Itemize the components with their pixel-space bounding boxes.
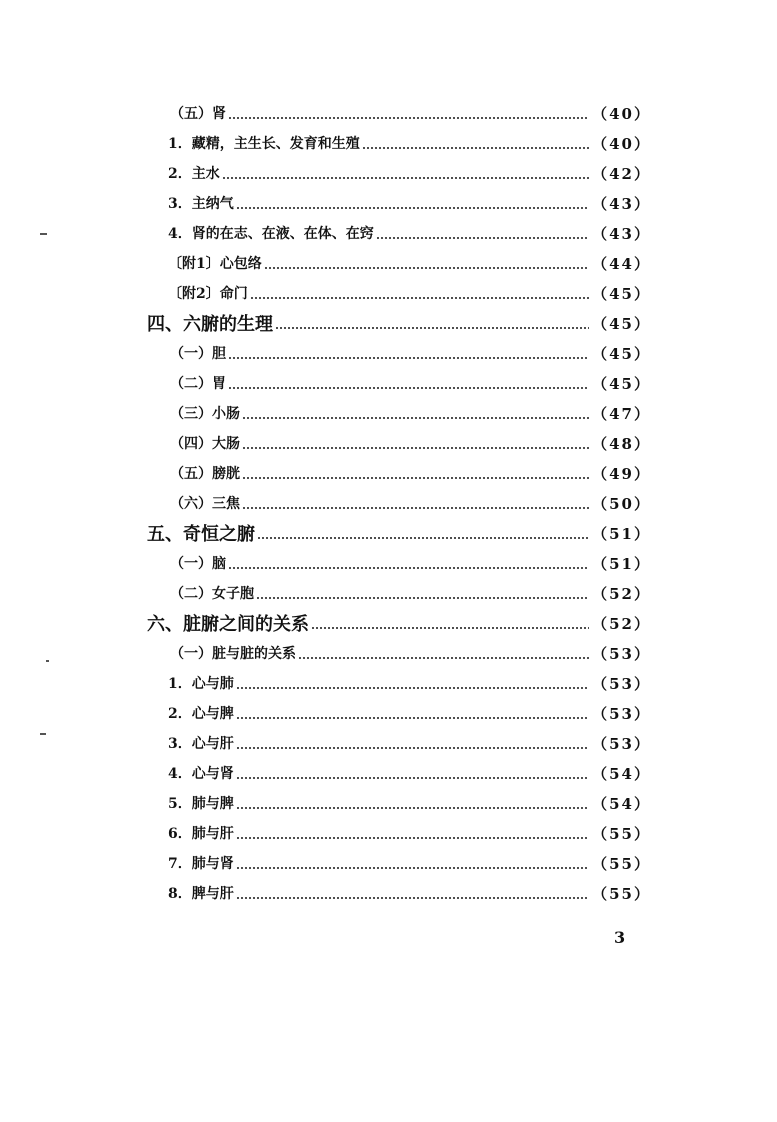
toc-entry [147,518,651,548]
dot-leader [242,507,589,509]
toc-entry-title: 5．肺与脾 [168,796,234,812]
toc-entry-page: （40） [592,134,651,153]
toc-entry-title: （二）胃 [170,376,226,392]
dot-leader [228,357,589,359]
dot-leader [236,837,589,839]
dot-leader [362,147,589,149]
toc-entry-page: （45） [592,344,651,363]
toc-entry-page: （53） [592,734,651,753]
toc-entry-title: （二）女子胞 [170,586,254,602]
toc-entry [147,308,651,338]
dot-leader [228,387,589,389]
toc-entry [170,458,651,488]
toc-entry-title: （一）脏与脏的关系 [170,646,296,662]
toc-entry [170,578,651,608]
toc-entry [168,218,651,248]
toc-entry [168,188,651,218]
toc-entry-title: （四）大肠 [170,436,240,452]
toc-entry-title: 6．肺与肝 [168,826,234,842]
toc-entry-title: 3．心与肝 [168,736,234,752]
dot-leader [236,747,589,749]
toc-entry [170,488,651,518]
toc-entry-title: 五、奇恒之腑 [147,524,255,545]
toc-entry [168,698,651,728]
toc-entry-page: （45） [592,284,651,303]
dot-leader [250,297,589,299]
toc-entry-page: （43） [592,194,651,213]
toc-entry-page: （55） [592,824,651,843]
dot-leader [256,597,589,599]
toc-entry-title: （六）三焦 [170,496,240,512]
toc-entry [170,428,651,458]
toc-entry-title: 〔附1〕心包络 [168,256,262,272]
toc-entry-page: （52） [592,584,651,603]
toc-entry [168,818,651,848]
toc-entry-page: （53） [592,704,651,723]
toc-entry-page: （50） [592,494,651,513]
dot-leader [222,177,589,179]
toc-entry-title: 1．藏精，主生长、发育和生殖 [168,136,360,152]
toc-entry-title: （五）膀胱 [170,466,240,482]
scan-mark [40,733,46,735]
toc-entry [168,788,651,818]
toc-entry [168,278,651,308]
toc-entry-title: 4．肾的在志、在液、在体、在窍 [168,226,374,242]
dot-leader [236,717,589,719]
dot-leader [228,117,589,119]
page-number: 3 [614,928,626,947]
toc-entry [170,398,651,428]
toc-entry-title: 四、六腑的生理 [147,314,273,335]
toc-entry-page: （43） [592,224,651,243]
dot-leader [242,417,589,419]
toc-entry-page: （53） [592,644,651,663]
toc-entry [168,158,651,188]
toc-entry [170,638,651,668]
dot-leader [242,477,589,479]
dot-leader [257,537,589,539]
toc-entry [170,548,651,578]
toc-entry [170,98,651,128]
toc-entry-title: 1．心与肺 [168,676,234,692]
toc-entry-page: （44） [592,254,651,273]
dot-leader [264,267,589,269]
dot-leader [236,207,589,209]
toc-entry-page: （54） [592,794,651,813]
dot-leader [242,447,589,449]
toc-entry-page: （51） [592,554,651,573]
toc-entry-page: （47） [592,404,651,423]
dot-leader [236,777,589,779]
toc-entry-page: （55） [592,854,651,873]
dot-leader [236,867,589,869]
toc-entry-title: 4．心与肾 [168,766,234,782]
dot-leader [275,327,589,329]
toc-entry-title: 六、脏腑之间的关系 [147,614,309,635]
toc-entry-title: （三）小肠 [170,406,240,422]
scan-mark [40,233,47,235]
toc-entry [168,728,651,758]
toc-entry-page: （55） [592,884,651,903]
dot-leader [298,657,589,659]
toc-entry [168,758,651,788]
dot-leader [236,897,589,899]
toc-entry-page: （48） [592,434,651,453]
toc-entry-title: （一）脑 [170,556,226,572]
dot-leader [236,807,589,809]
toc-entry [170,368,651,398]
toc-entry [168,848,651,878]
toc-entry [168,668,651,698]
dot-leader [228,567,589,569]
toc-entry-page: （45） [592,374,651,393]
toc-entry-title: 〔附2〕命门 [168,286,248,302]
toc-entry [168,878,651,908]
dot-leader [236,687,589,689]
toc-entry-page: （51） [592,524,651,543]
toc-entry-page: （53） [592,674,651,693]
toc-entry [170,338,651,368]
toc-entry-title: 2．主水 [168,166,220,182]
toc-entry-page: （45） [592,314,651,333]
toc-entry-title: 2．心与脾 [168,706,234,722]
toc-entry-title: （一）胆 [170,346,226,362]
toc-entry-page: （49） [592,464,651,483]
scan-mark [46,660,49,662]
toc-entry [147,608,651,638]
dot-leader [311,627,589,629]
toc-entry-title: （五）肾 [170,106,226,122]
dot-leader [376,237,589,239]
toc-entry-page: （52） [592,614,651,633]
toc-entry-title: 3．主纳气 [168,196,234,212]
toc-entry-title: 8．脾与肝 [168,886,234,902]
toc-entry-page: （54） [592,764,651,783]
toc-entry-page: （42） [592,164,651,183]
toc-entry-page: （40） [592,104,651,123]
toc-entry-title: 7．肺与肾 [168,856,234,872]
toc-entry [168,128,651,158]
toc-entry [168,248,651,278]
